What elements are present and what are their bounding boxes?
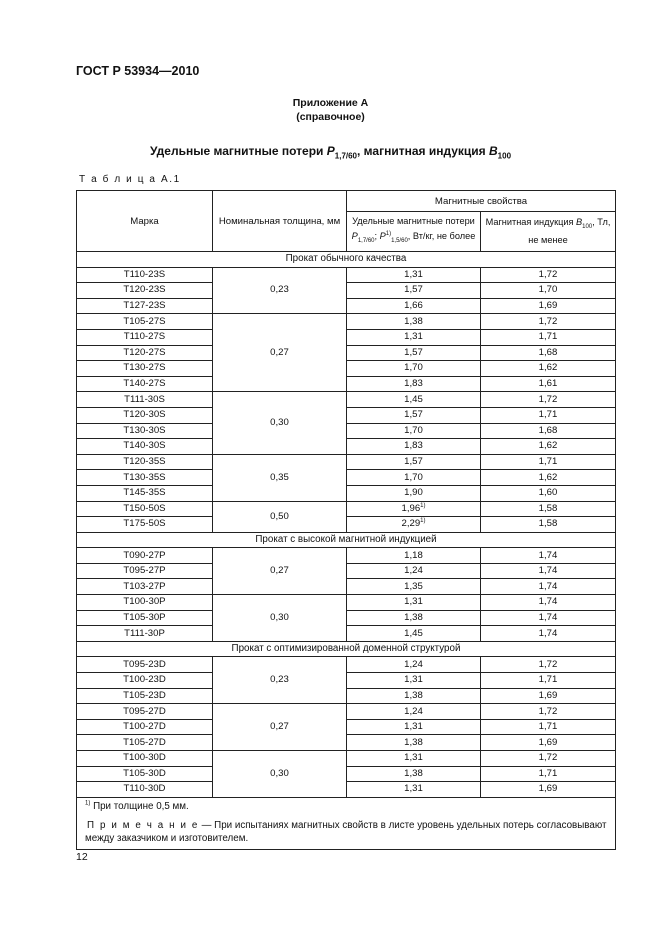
table-row bbox=[77, 485, 616, 501]
cell-loss-footnote-mark: 1) bbox=[420, 518, 426, 525]
cell-loss bbox=[347, 782, 481, 798]
cell-loss-value: 1,38 bbox=[404, 611, 423, 623]
cell-loss-value: 1,57 bbox=[404, 409, 423, 421]
table-row bbox=[77, 548, 616, 564]
cell-induction: 1,62 bbox=[481, 439, 616, 455]
cell-loss-value: 1,66 bbox=[404, 300, 423, 312]
header-induction-sub: 100 bbox=[582, 223, 593, 230]
cell-induction: 1,70 bbox=[481, 283, 616, 299]
table-row bbox=[77, 267, 616, 283]
cell-thickness: 0,30 bbox=[213, 595, 347, 642]
appendix-heading bbox=[0, 96, 661, 124]
table-row bbox=[77, 470, 616, 486]
table-row bbox=[77, 579, 616, 595]
header-induction-b: B bbox=[576, 217, 583, 228]
footnote bbox=[77, 797, 616, 849]
cell-induction: 1,60 bbox=[481, 485, 616, 501]
cell-thickness: 0,23 bbox=[213, 657, 347, 704]
cell-loss-value: 1,31 bbox=[404, 331, 423, 343]
cell-grade: Т103-27P bbox=[77, 579, 213, 595]
cell-loss bbox=[347, 283, 481, 299]
cell-loss-value: 1,18 bbox=[404, 549, 423, 561]
note-label: П р и м е ч а н и е bbox=[87, 819, 199, 831]
cell-loss bbox=[347, 563, 481, 579]
cell-grade: Т120-23S bbox=[77, 283, 213, 299]
cell-loss bbox=[347, 298, 481, 314]
cell-loss-value: 1,70 bbox=[404, 362, 423, 374]
cell-loss bbox=[347, 376, 481, 392]
cell-grade: Т105-30P bbox=[77, 610, 213, 626]
cell-induction: 1,71 bbox=[481, 454, 616, 470]
cell-induction: 1,74 bbox=[481, 610, 616, 626]
cell-loss bbox=[347, 704, 481, 720]
table-row bbox=[77, 719, 616, 735]
cell-induction: 1,71 bbox=[481, 673, 616, 689]
cell-induction: 1,68 bbox=[481, 345, 616, 361]
cell-grade: Т100-30P bbox=[77, 595, 213, 611]
cell-loss-value: 1,38 bbox=[404, 689, 423, 701]
appendix-type: (справочное) bbox=[296, 111, 365, 123]
table-row bbox=[77, 345, 616, 361]
cell-thickness: 0,27 bbox=[213, 314, 347, 392]
cell-grade: Т110-27S bbox=[77, 329, 213, 345]
cell-loss bbox=[347, 470, 481, 486]
header-grade: Марка bbox=[77, 191, 213, 252]
cell-induction: 1,69 bbox=[481, 298, 616, 314]
cell-loss bbox=[347, 735, 481, 751]
cell-thickness: 0,27 bbox=[213, 548, 347, 595]
heading-text-2: , магнитная индукция bbox=[357, 144, 489, 158]
cell-loss bbox=[347, 766, 481, 782]
cell-thickness: 0,27 bbox=[213, 704, 347, 751]
cell-induction: 1,62 bbox=[481, 470, 616, 486]
cell-loss-value: 1,24 bbox=[404, 705, 423, 717]
header-induction-text: Магнитная индукция bbox=[485, 217, 577, 228]
table-row bbox=[77, 673, 616, 689]
cell-loss bbox=[347, 423, 481, 439]
heading-b-subscript: 100 bbox=[497, 151, 512, 161]
cell-loss-value: 2,29 bbox=[401, 518, 421, 530]
header-losses-unit: , Вт/кг, не более bbox=[407, 231, 476, 242]
cell-induction: 1,74 bbox=[481, 563, 616, 579]
cell-loss bbox=[347, 314, 481, 330]
note-text: — При испытаниях магнитных свойств в листе уровень удельных потерь согласовывают между заказчиком и изготовителем. bbox=[85, 819, 607, 844]
table-label: Т а б л и ц а А.1 bbox=[79, 174, 181, 185]
footnote-mark: 1) bbox=[85, 800, 91, 807]
table-heading bbox=[0, 144, 661, 160]
cell-induction: 1,69 bbox=[481, 782, 616, 798]
table-row bbox=[77, 439, 616, 455]
section-row bbox=[77, 641, 616, 657]
section-row bbox=[77, 532, 616, 548]
cell-loss-value: 1,38 bbox=[404, 736, 423, 748]
cell-loss bbox=[347, 626, 481, 642]
cell-thickness: 0,30 bbox=[213, 392, 347, 454]
cell-induction: 1,71 bbox=[481, 719, 616, 735]
table-row bbox=[77, 751, 616, 767]
cell-induction: 1,72 bbox=[481, 751, 616, 767]
table-row bbox=[77, 626, 616, 642]
cell-grade: Т175-50S bbox=[77, 517, 213, 533]
cell-grade: Т110-30D bbox=[77, 782, 213, 798]
cell-induction: 1,72 bbox=[481, 657, 616, 673]
table-row bbox=[77, 329, 616, 345]
header-losses-text: Удельные магнитные потери bbox=[352, 216, 475, 227]
table-row bbox=[77, 735, 616, 751]
cell-grade: Т120-35S bbox=[77, 454, 213, 470]
table-row bbox=[77, 407, 616, 423]
cell-loss bbox=[347, 267, 481, 283]
cell-loss-value: 1,57 bbox=[404, 346, 423, 358]
cell-loss bbox=[347, 329, 481, 345]
cell-loss-value: 1,38 bbox=[404, 767, 423, 779]
cell-grade: Т105-23D bbox=[77, 688, 213, 704]
table-row bbox=[77, 361, 616, 377]
cell-thickness: 0,23 bbox=[213, 267, 347, 314]
cell-loss-value: 1,31 bbox=[404, 783, 423, 795]
cell-grade: Т090-27P bbox=[77, 548, 213, 564]
table-row bbox=[77, 657, 616, 673]
section-row bbox=[77, 252, 616, 268]
cell-induction: 1,72 bbox=[481, 704, 616, 720]
header-losses-p2-sub: 1,5/60 bbox=[391, 237, 408, 244]
cell-loss bbox=[347, 657, 481, 673]
table-row bbox=[77, 454, 616, 470]
table-row bbox=[77, 298, 616, 314]
cell-loss bbox=[347, 751, 481, 767]
cell-grade: Т130-27S bbox=[77, 361, 213, 377]
table-row bbox=[77, 563, 616, 579]
header-magnetic-properties: Магнитные свойства bbox=[347, 191, 616, 212]
cell-loss bbox=[347, 345, 481, 361]
cell-loss-value: 1,70 bbox=[404, 471, 423, 483]
cell-grade: Т150-50S bbox=[77, 501, 213, 517]
cell-induction: 1,74 bbox=[481, 548, 616, 564]
table-body bbox=[77, 252, 616, 798]
table-row bbox=[77, 782, 616, 798]
cell-grade: Т111-30S bbox=[77, 392, 213, 408]
table-row bbox=[77, 610, 616, 626]
cell-loss bbox=[347, 454, 481, 470]
table-row bbox=[77, 766, 616, 782]
cell-loss-value: 1,57 bbox=[404, 284, 423, 296]
header-losses bbox=[347, 212, 481, 252]
cell-loss-value: 1,24 bbox=[404, 658, 423, 670]
cell-grade: Т100-30D bbox=[77, 751, 213, 767]
cell-loss-value: 1,38 bbox=[404, 315, 423, 327]
table-row bbox=[77, 283, 616, 299]
cell-loss-value: 1,31 bbox=[404, 674, 423, 686]
cell-loss bbox=[347, 673, 481, 689]
section-title: Прокат обычного качества bbox=[77, 252, 616, 268]
cell-loss-value: 1,31 bbox=[404, 596, 423, 608]
heading-p-subscript: 1,7/60 bbox=[334, 151, 358, 161]
magnetic-properties-table bbox=[76, 190, 616, 850]
cell-loss bbox=[347, 485, 481, 501]
cell-loss-value: 1,31 bbox=[404, 268, 423, 280]
cell-loss bbox=[347, 688, 481, 704]
cell-induction: 1,61 bbox=[481, 376, 616, 392]
table-row bbox=[77, 376, 616, 392]
table-row bbox=[77, 595, 616, 611]
cell-induction: 1,71 bbox=[481, 329, 616, 345]
cell-induction: 1,69 bbox=[481, 735, 616, 751]
header-losses-p1-sub: 1,7/60 bbox=[357, 237, 375, 244]
cell-induction: 1,71 bbox=[481, 766, 616, 782]
cell-thickness: 0,35 bbox=[213, 454, 347, 501]
cell-grade: Т127-23S bbox=[77, 298, 213, 314]
cell-induction: 1,72 bbox=[481, 314, 616, 330]
header-induction bbox=[481, 212, 616, 252]
cell-loss-value: 1,35 bbox=[404, 580, 423, 592]
section-title: Прокат с оптимизированной доменной структурой bbox=[77, 641, 616, 657]
cell-grade: Т095-23D bbox=[77, 657, 213, 673]
cell-grade: Т095-27D bbox=[77, 704, 213, 720]
table-row bbox=[77, 392, 616, 408]
cell-loss bbox=[347, 392, 481, 408]
cell-grade: Т095-27P bbox=[77, 563, 213, 579]
cell-induction: 1,72 bbox=[481, 267, 616, 283]
cell-grade: Т105-27S bbox=[77, 314, 213, 330]
cell-grade: Т120-27S bbox=[77, 345, 213, 361]
table-row bbox=[77, 688, 616, 704]
cell-loss-value: 1,57 bbox=[404, 456, 423, 468]
cell-loss bbox=[347, 517, 481, 533]
cell-loss-value: 1,83 bbox=[404, 378, 423, 390]
cell-loss-footnote-mark: 1) bbox=[420, 502, 426, 509]
table-row bbox=[77, 314, 616, 330]
cell-induction: 1,68 bbox=[481, 423, 616, 439]
table-row bbox=[77, 501, 616, 517]
cell-loss bbox=[347, 501, 481, 517]
cell-grade: Т145-35S bbox=[77, 485, 213, 501]
cell-grade: Т140-30S bbox=[77, 439, 213, 455]
cell-grade: Т105-27D bbox=[77, 735, 213, 751]
cell-induction: 1,74 bbox=[481, 579, 616, 595]
header-induction-unit: , Тл, не менее bbox=[528, 217, 611, 245]
cell-loss-value: 1,90 bbox=[404, 487, 423, 499]
table-row bbox=[77, 423, 616, 439]
header-losses-p2: P bbox=[379, 231, 386, 242]
standard-code: ГОСТ Р 53934—2010 bbox=[76, 64, 200, 78]
cell-loss bbox=[347, 719, 481, 735]
cell-induction: 1,58 bbox=[481, 501, 616, 517]
cell-induction: 1,71 bbox=[481, 407, 616, 423]
cell-grade: Т140-27S bbox=[77, 376, 213, 392]
cell-loss bbox=[347, 548, 481, 564]
cell-grade: Т111-30P bbox=[77, 626, 213, 642]
cell-grade: Т100-23D bbox=[77, 673, 213, 689]
cell-grade: Т105-30D bbox=[77, 766, 213, 782]
header-losses-p1: P bbox=[351, 231, 358, 242]
cell-loss bbox=[347, 610, 481, 626]
cell-induction: 1,69 bbox=[481, 688, 616, 704]
cell-grade: Т130-35S bbox=[77, 470, 213, 486]
cell-loss bbox=[347, 407, 481, 423]
page-number: 12 bbox=[76, 851, 88, 863]
note bbox=[85, 819, 607, 845]
cell-induction: 1,72 bbox=[481, 392, 616, 408]
heading-b-symbol: B bbox=[489, 144, 498, 158]
table-row bbox=[77, 517, 616, 533]
cell-induction: 1,62 bbox=[481, 361, 616, 377]
cell-induction: 1,58 bbox=[481, 517, 616, 533]
cell-loss-value: 1,24 bbox=[404, 565, 423, 577]
cell-loss-value: 1,31 bbox=[404, 752, 423, 764]
cell-induction: 1,74 bbox=[481, 626, 616, 642]
cell-loss-value: 1,31 bbox=[404, 721, 423, 733]
cell-loss bbox=[347, 579, 481, 595]
cell-induction: 1,74 bbox=[481, 595, 616, 611]
section-title: Прокат с высокой магнитной индукцией bbox=[77, 532, 616, 548]
table-row bbox=[77, 704, 616, 720]
cell-thickness: 0,30 bbox=[213, 751, 347, 798]
heading-p-symbol: P bbox=[326, 144, 335, 158]
cell-loss bbox=[347, 439, 481, 455]
cell-grade: Т120-30S bbox=[77, 407, 213, 423]
appendix-title: Приложение А bbox=[292, 97, 369, 109]
cell-grade: Т130-30S bbox=[77, 423, 213, 439]
cell-grade: Т110-23S bbox=[77, 267, 213, 283]
cell-loss-value: 1,45 bbox=[404, 627, 423, 639]
cell-loss bbox=[347, 361, 481, 377]
cell-loss-value: 1,96 bbox=[401, 502, 421, 514]
cell-loss-value: 1,70 bbox=[404, 424, 423, 436]
header-thickness: Номинальная толщина, мм bbox=[213, 191, 347, 252]
footnote-text: При толщине 0,5 мм. bbox=[90, 800, 189, 812]
cell-loss-value: 1,45 bbox=[404, 393, 423, 405]
header-losses-p2-sup: 1) bbox=[385, 231, 392, 238]
cell-loss-value: 1,83 bbox=[404, 440, 423, 452]
cell-grade: Т100-27D bbox=[77, 719, 213, 735]
data-table-container bbox=[76, 190, 615, 850]
cell-thickness: 0,50 bbox=[213, 501, 347, 532]
header-losses-sep: ; bbox=[374, 231, 380, 242]
table-notes bbox=[77, 797, 616, 849]
heading-text-1: Удельные магнитные потери bbox=[149, 144, 327, 158]
cell-loss bbox=[347, 595, 481, 611]
